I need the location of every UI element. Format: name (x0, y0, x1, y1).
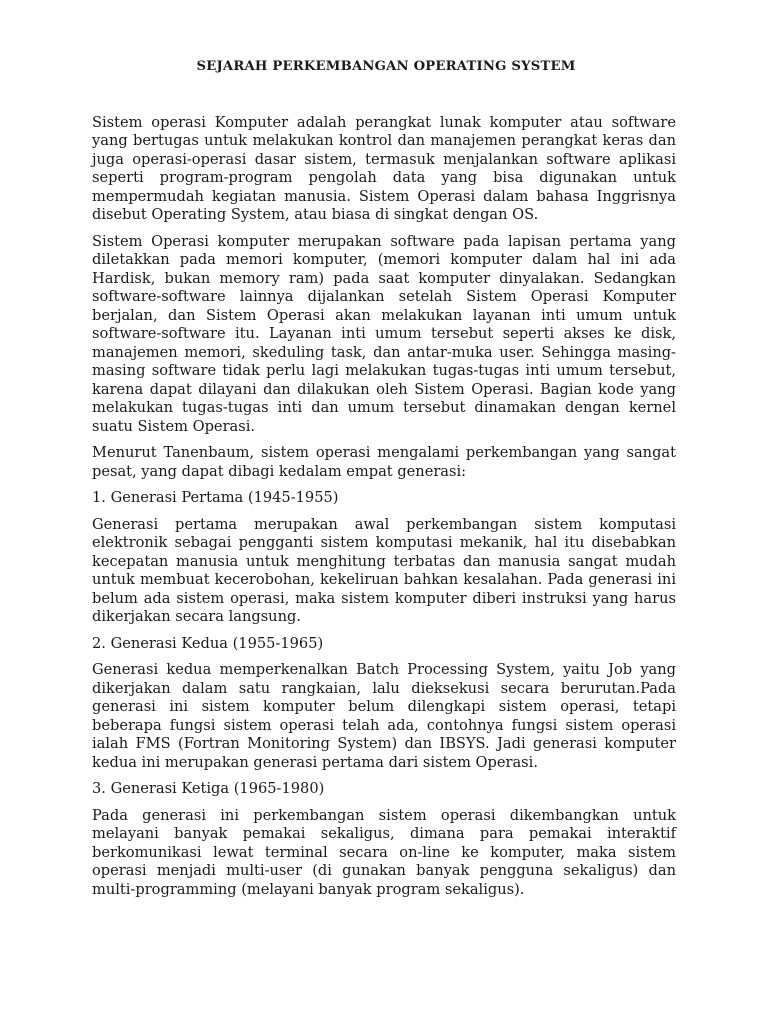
section-heading-generation-1: 1. Generasi Pertama (1945-1955) (92, 489, 339, 506)
document-title: SEJARAH PERKEMBANGAN OPERATING SYSTEM (196, 59, 576, 74)
paragraph-generation-2: Generasi kedua memperkenalkan Batch Processing System, yaitu Job yang dikerjakan dalam satu rangkaian, lalu dieksekusi secara berurutan.Pada generasi ini sistem komputer belum dilengkapi sistem operasi, tetapi beberapa fungsi sistem operasi telah ada, contohnya fungsi sistem operasi ialah FMS (Fortran Monitoring System) dan IBSYS. Jadi generasi komputer kedua ini merupakan generasi pertama dari sistem Operasi. (92, 661, 676, 771)
section-heading-generation-3: 3. Generasi Ketiga (1965-1980) (92, 780, 325, 797)
paragraph-intro: Sistem operasi Komputer adalah perangkat lunak komputer atau software yang bertugas untuk melakukan kontrol dan manajemen perangkat keras dan juga operasi-operasi dasar sistem, termasuk menjalankan software aplikasi seperti program-program pengolah data yang bisa digunakan untuk mempermudah kegiatan manusia. Sistem Operasi dalam bahasa Inggrisnya disebut Operating System, atau biasa di singkat dengan OS. (92, 113, 676, 223)
paragraph-generation-3: Pada generasi ini perkembangan sistem operasi dikembangkan untuk melayani banyak pemakai sekaligus, dimana para pemakai interaktif berkomunikasi lewat terminal secara on-line ke komputer, maka sistem operasi menjadi multi-user (di gunakan banyak pengguna sekaligus) dan multi-programming (melayani banyak program sekaligus). (92, 806, 676, 898)
paragraph-tanenbaum: Menurut Tanenbaum, sistem operasi mengalami perkembangan yang sangat pesat, yang dapat dibagi kedalam empat generasi: (92, 444, 676, 480)
document-page (92, 58, 676, 907)
paragraph-generation-1: Generasi pertama merupakan awal perkembangan sistem komputasi elektronik sebagai pengganti sistem komputasi mekanik, hal itu disebabkan kecepatan manusia untuk menghitung terbatas dan manusia sangat mudah untuk membuat kecerobohan, kekeliruan bahkan kesalahan. Pada generasi ini belum ada sistem operasi, maka sistem komputer diberi instruksi yang harus dikerjakan secara langsung. (92, 515, 676, 625)
paragraph-kernel: Sistem Operasi komputer merupakan software pada lapisan pertama yang diletakkan pada memori komputer, (memori komputer dalam hal ini ada Hardisk, bukan memory ram) pada saat komputer dinyalakan. Sedangkan software-software lainnya dijalankan setelah Sistem Operasi Komputer berjalan, dan Sistem Operasi akan melakukan layanan inti umum untuk software-software itu. Layanan inti umum tersebut seperti akses ke disk, manajemen memori, skeduling task, dan antar-muka user. Sehingga masing-masing software tidak perlu lagi melakukan tugas-tugas inti umum tersebut, karena dapat dilayani dan dilakukan oleh Sistem Operasi. Bagian kode yang melakukan tugas-tugas inti dan umum tersebut dinamakan dengan kernel suatu Sistem Operasi. (92, 232, 676, 435)
section-heading-generation-2: 2. Generasi Kedua (1955-1965) (92, 634, 324, 652)
